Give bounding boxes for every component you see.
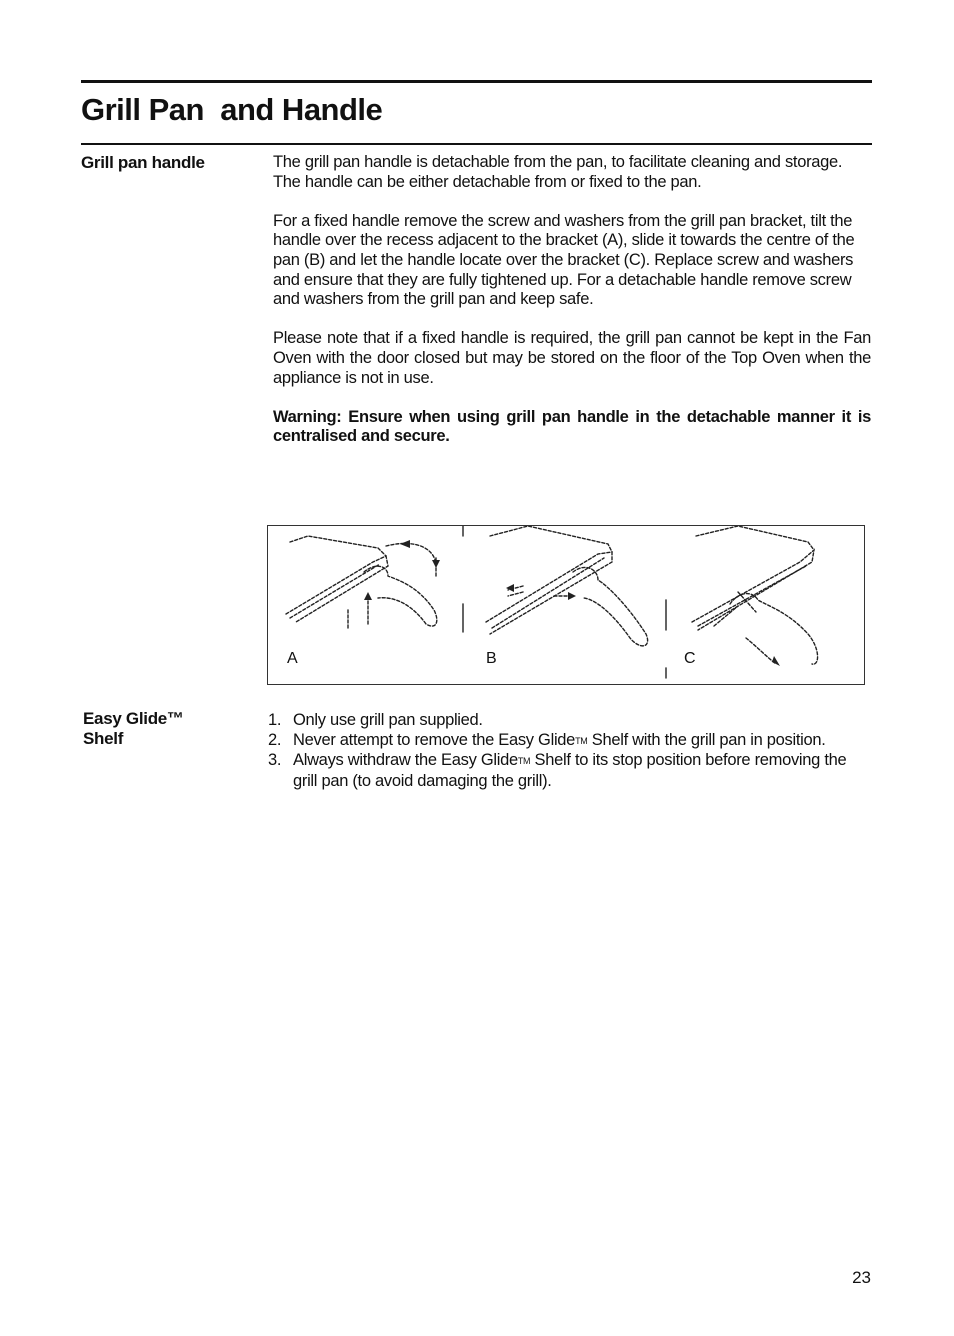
figure-label-c: C bbox=[684, 650, 696, 667]
step-number: 3. bbox=[268, 751, 282, 770]
intro-paragraph: The grill pan handle is detachable from the pan, to facilitate cleaning and storage. bbox=[273, 153, 843, 171]
intro-paragraph-2: The handle can be either detachable from or fixed to the pan. bbox=[273, 172, 702, 191]
step-text-continued: Shelf with the grill pan in position. bbox=[587, 730, 826, 749]
page-number: 23 bbox=[852, 1268, 871, 1287]
trademark-mark: TM bbox=[517, 756, 531, 767]
step-text: Never attempt to remove the Easy Glide bbox=[293, 730, 576, 749]
trademark-mark: TM bbox=[575, 735, 588, 746]
note-paragraph: Please note that if a fixed handle is required, the grill pan cannot be kept in the Fan Oven with the door closed but may be stored on the floor of the Top Oven when the appliance is not in use. bbox=[273, 329, 871, 387]
step-text: Always withdraw the Easy Glide bbox=[293, 751, 518, 770]
top-rule bbox=[81, 80, 872, 83]
step-text-continued: Shelf to its stop position before removing the grill pan (to avoid damaging the grill). bbox=[293, 751, 847, 790]
fixed-handle-paragraph: For a fixed handle remove the screw and washers from the grill pan bracket, tilt the handle over the recess adjacent to the bracket (A), slide it towards the centre of the pan (B) and let the handle locate over the bracket (C). Replace screw and washers and ensure that they are fully tightened up. For a detachable handle remove screw and washers from the grill pan and keep safe. bbox=[273, 211, 855, 309]
page-title: Grill Pan and Handle bbox=[81, 92, 383, 127]
handle-fitting-diagram bbox=[267, 525, 865, 685]
step-number: 2. bbox=[268, 730, 282, 749]
handle-fitting-illustration bbox=[268, 526, 864, 684]
figure-label-a: A bbox=[287, 650, 298, 667]
list-item bbox=[268, 751, 868, 791]
section-label-easy-glide: Easy Glide™ Shelf bbox=[83, 709, 184, 748]
figure-label-b: B bbox=[486, 650, 497, 667]
step-number: 1. bbox=[268, 711, 282, 729]
warning-paragraph: Warning: Ensure when using grill pan handle in the detachable manner it is centralised and secure. bbox=[273, 407, 871, 446]
list-item bbox=[268, 711, 868, 731]
grill-pan-handle-body bbox=[273, 153, 871, 467]
easy-glide-steps bbox=[268, 711, 868, 791]
step-text: Only use grill pan supplied. bbox=[293, 711, 483, 729]
section-label-grill-pan-handle: Grill pan handle bbox=[81, 153, 205, 172]
title-rule bbox=[81, 143, 872, 145]
list-item bbox=[268, 731, 868, 752]
